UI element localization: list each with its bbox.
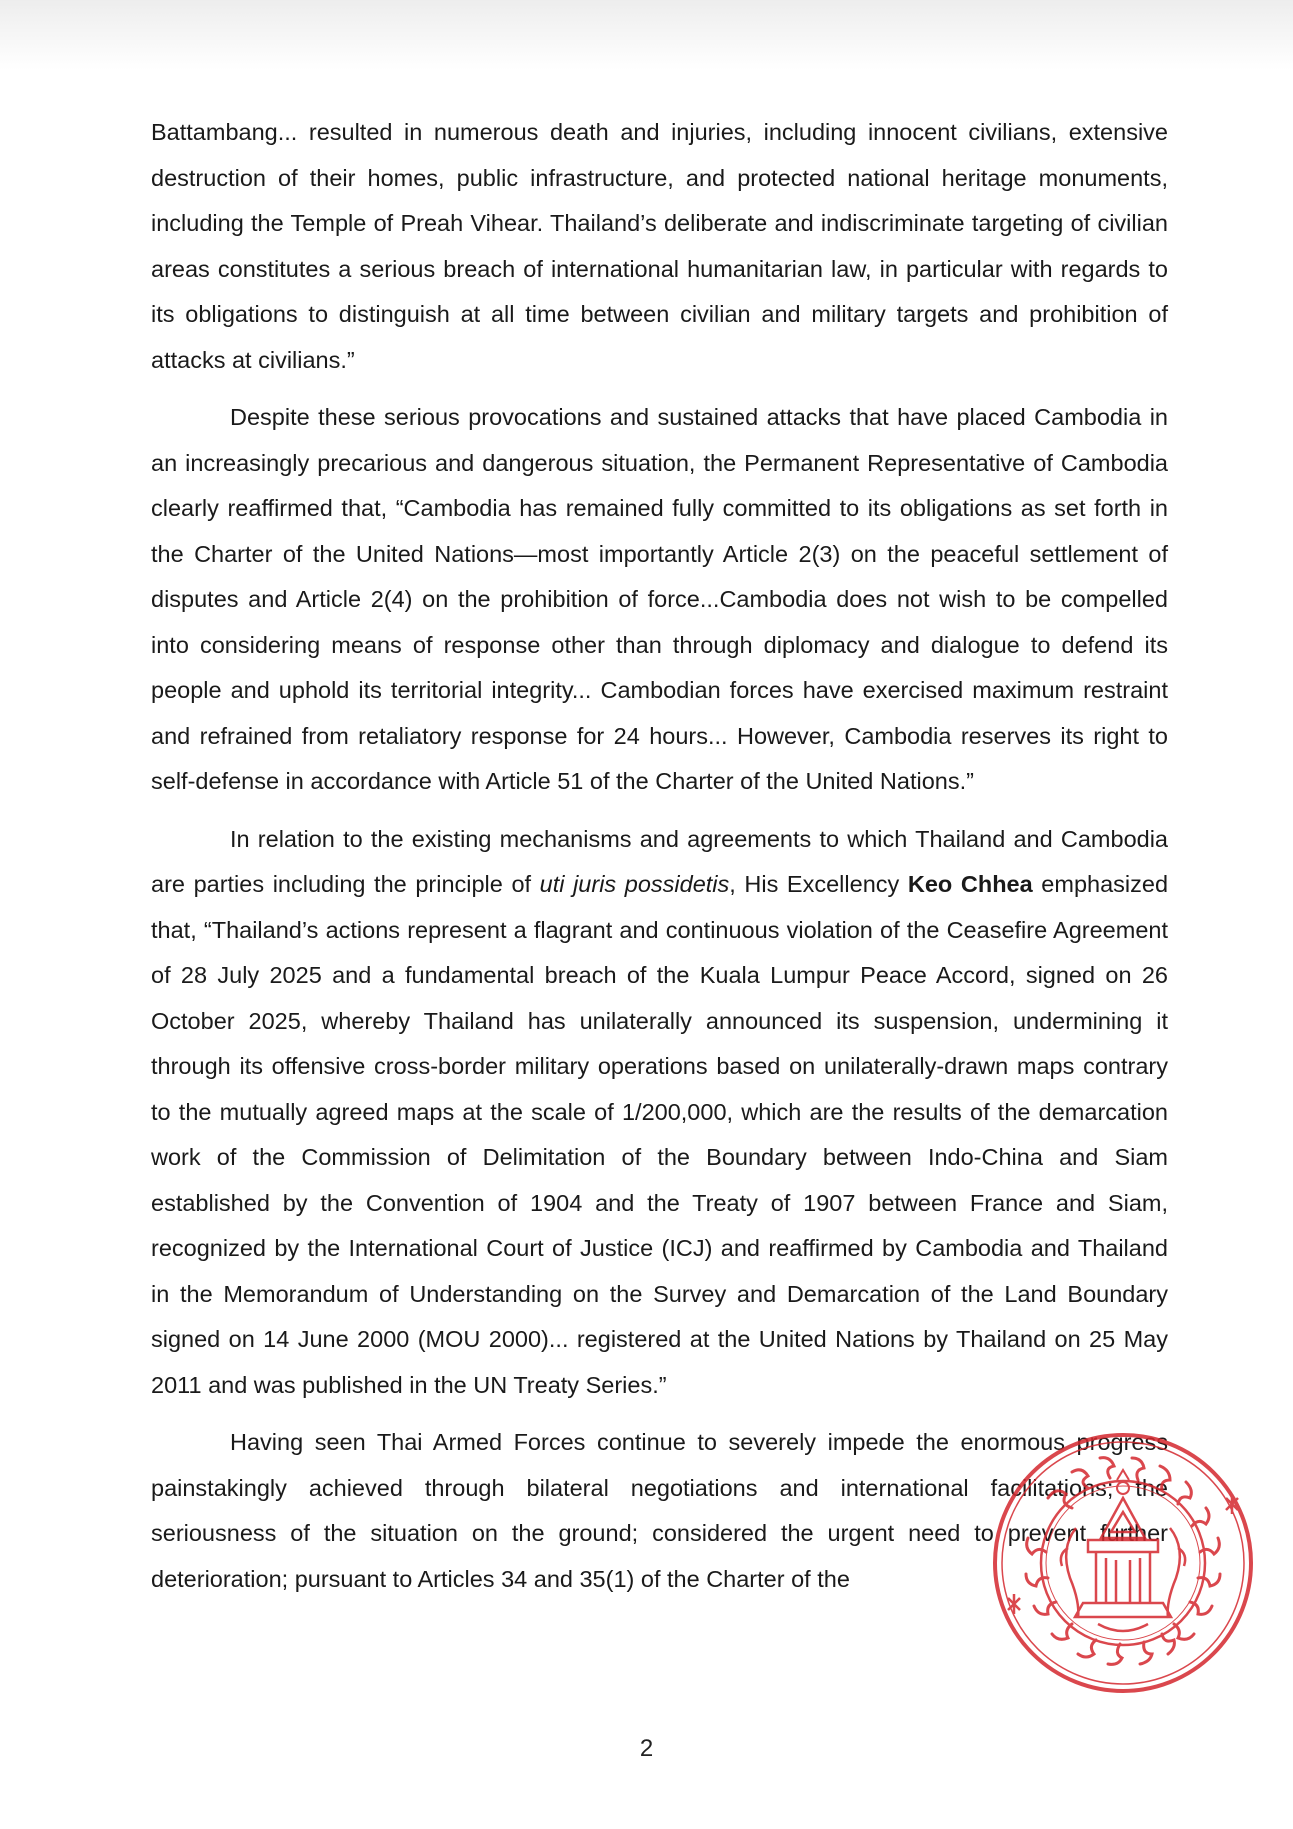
page-number: 2	[639, 1735, 654, 1762]
scan-top-shadow	[0, 0, 1293, 70]
paragraph-3-rest: emphasized that, “Thailand’s actions represent a flagrant and continuous violation of the Ceasefire Agreement of 28 July 2025 and a fundamental breach of the Kuala Lumpur Peace Accord, signed on 26 October 2025, whereby Thailand has unilaterally announced its suspension, undermining it through its offensive cross-border military operations based on unilaterally-drawn maps contrary to the mutually agreed maps at the scale of 1/200,000, which are the results of the demarcation work of the Commission of Delimitation of the Boundary between Indo-China and Siam established by the Convention of 1904 and the Treaty of 1907 between France and Siam, recognized by the International Court of Justice (ICJ) and reaffirmed by Cambodia and Thailand in the Memorandum of Understanding on the Survey and Demarcation of the Land Boundary signed on 14 June 2000 (MOU 2000)... registered at the United Nations by Thailand on 25 May 2011 and was published in the UN Treaty Series.”	[151, 871, 1169, 1398]
paragraph-3	[151, 817, 1168, 1409]
ambassador-name: Keo Chhea	[907, 871, 1033, 897]
paragraph-1: Battambang... resulted in numerous death and injuries, including innocent civilians, extensive destruction of their homes, public infrastructure, and protected national heritage monuments, including the Temple of Preah Vihear. Thailand’s deliberate and indiscriminate targeting of civilian areas constitutes a serious breach of international humanitarian law, in particular with regards to its obligations to distinguish at all time between civilian and military targets and prohibition of attacks at civilians.”	[151, 119, 1168, 373]
paragraph-3-mid: , His Excellency	[729, 871, 908, 897]
latin-term: uti juris possidetis	[539, 871, 730, 897]
paragraph-4: Having seen Thai Armed Forces continue to severely impede the enormous progress painstakingly achieved through bilateral negotiations and international facilitations; the seriousness of the situation on the ground; considered the urgent need to prevent further deterioration; pursuant to Articles 34 and 35(1) of the Charter of the	[151, 1429, 1168, 1592]
paragraph-3-lead: In relation to the existing mechanisms and agreements to which Thailand and Cambodia are parties including the principle of	[151, 825, 1168, 897]
document-body	[151, 110, 1168, 1614]
paragraph-2: Despite these serious provocations and sustained attacks that have placed Cambodia in an increasingly precarious and dangerous situation, the Permanent Representative of Cambodia clearly reaffirmed that, “Cambodia has remained fully committed to its obligations as set forth in the Charter of the United Nations—most importantly Article 2(3) on the peaceful settlement of disputes and Article 2(4) on the prohibition of force...Cambodia does not wish to be compelled into considering means of response other than through diplomacy and dialogue to defend its people and uphold its territorial integrity... Cambodian forces have exercised maximum restraint and refrained from retaliatory response for 24 hours... However, Cambodia reserves its right to self-defense in accordance with Article 51 of the Charter of the United Nations.”	[151, 404, 1168, 794]
